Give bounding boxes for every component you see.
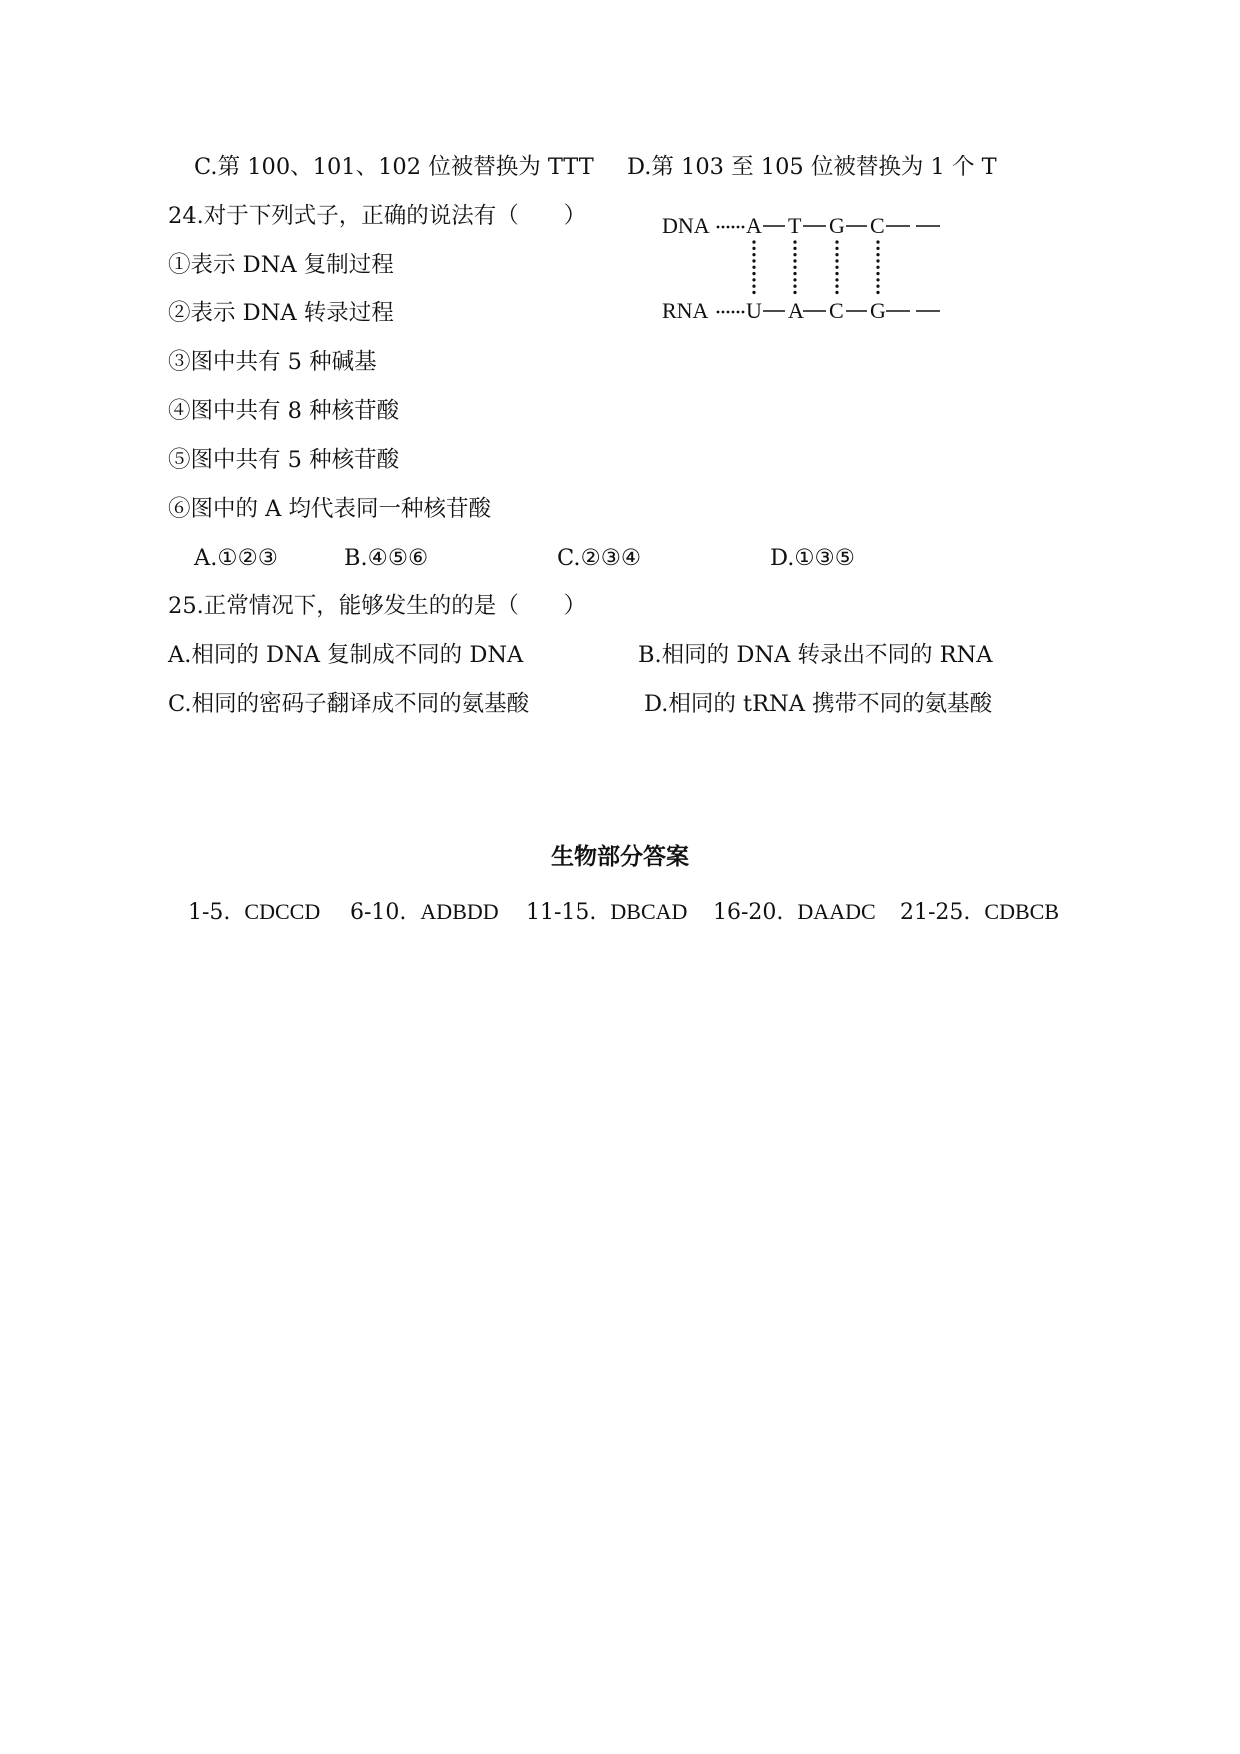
answer-letters: DBCAD [610, 899, 688, 924]
answer-group-2 [350, 897, 499, 928]
dna-label: DNA [662, 213, 710, 238]
answer-group-4 [713, 897, 876, 928]
q24-statement-3: ③图中共有 5 种碱基 [168, 349, 377, 375]
q25-option-c: C.相同的密码子翻译成不同的氨基酸 [168, 691, 530, 717]
dna-base-3: G [829, 213, 845, 238]
rna-base-1: U [746, 298, 762, 323]
hydrogen-bonds [754, 242, 878, 293]
answer-range: 21-25. [900, 900, 971, 925]
q23-option-c: C.第 100、101、102 位被替换为 TTT [194, 154, 594, 180]
answer-group-3 [526, 897, 687, 928]
q25-option-d: D.相同的 tRNA 携带不同的氨基酸 [644, 691, 993, 717]
rna-base-2: A [788, 298, 804, 323]
q24-option-d: D.①③⑤ [770, 545, 855, 571]
answer-group-1 [188, 897, 320, 928]
q25-option-b: B.相同的 DNA 转录出不同的 RNA [638, 642, 993, 668]
answer-group-5 [900, 897, 1059, 928]
answer-range: 16-20. [713, 900, 784, 925]
answers-title: 生物部分答案 [551, 844, 689, 870]
q24-statement-2: ②表示 DNA 转录过程 [168, 300, 394, 326]
answer-letters: DAADC [797, 899, 876, 924]
answer-range: 1-5. [188, 900, 231, 925]
q25-option-a: A.相同的 DNA 复制成不同的 DNA [168, 642, 524, 668]
q25-stem: 25.正常情况下，能够发生的的是（ ） [168, 593, 587, 619]
q24-option-b: B.④⑤⑥ [344, 545, 429, 571]
dna-base-4: C [870, 213, 885, 238]
q24-statement-6: ⑥图中的 A 均代表同一种核苷酸 [168, 496, 492, 522]
rna-base-3: C [829, 298, 844, 323]
q24-option-a: A.①②③ [194, 545, 278, 571]
dna-rna-pairing-diagram [660, 205, 990, 335]
answer-letters: ADBDD [420, 899, 499, 924]
answer-letters: CDCCD [244, 899, 321, 924]
q24-option-c: C.②③④ [557, 545, 642, 571]
q23-option-d: D.第 103 至 105 位被替换为 1 个 T [627, 154, 997, 180]
answer-letters: CDBCB [984, 899, 1060, 924]
q24-statement-5: ⑤图中共有 5 种核苷酸 [168, 447, 400, 473]
answer-range: 6-10. [350, 900, 407, 925]
dna-base-1: A [746, 213, 762, 238]
q24-statement-4: ④图中共有 8 种核苷酸 [168, 398, 400, 424]
q24-statement-1: ①表示 DNA 复制过程 [168, 252, 394, 278]
q24-stem: 24.对于下列式子，正确的说法有（ ） [168, 203, 587, 229]
rna-label: RNA [662, 298, 709, 323]
rna-base-4: G [870, 298, 886, 323]
dna-base-2: T [788, 213, 802, 238]
answer-range: 11-15. [526, 900, 597, 925]
